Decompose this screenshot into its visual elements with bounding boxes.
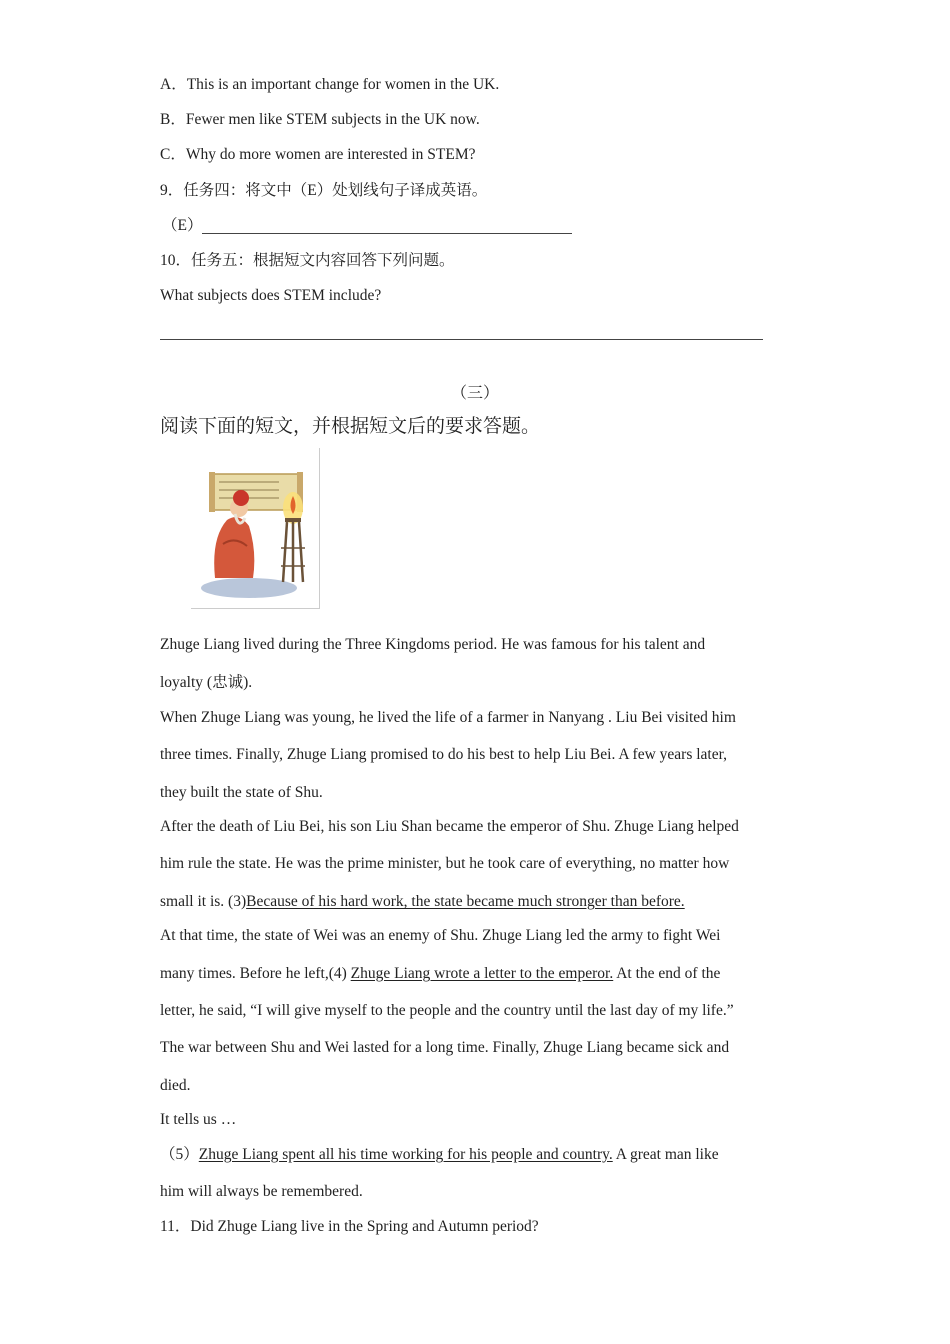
passage-line: him rule the state. He was the prime minister, but he took care of everything, no matter how [160,855,730,872]
passage-line: At that time, the state of Wei was an enemy of Shu. Zhuge Liang led the army to fight Wei [160,927,721,944]
option-b: B．Fewer men like STEM subjects in the UK now. [160,111,480,128]
passage-line: The war between Shu and Wei lasted for a long time. Finally, Zhuge Liang became sick and [160,1039,730,1056]
question-10-prompt: 10．任务五：根据短文内容回答下列问题。 [160,252,455,269]
option-c: C．Why do more women are interested in STEM? [160,146,476,163]
text-segment: small it is. (3) [160,893,247,910]
underlined-sentence-5: Zhuge Liang spent all his time working for his people and country. [198,1146,613,1163]
passage-line: him will always be remembered. [160,1183,363,1200]
passage-line: Zhuge Liang lived during the Three Kingdoms period. He was famous for his talent and [160,636,706,653]
question-9-prompt: 9．任务四：将文中（E）处划线句子译成英语。 [160,182,488,199]
passage-line: letter, he said, “I will give myself to the people and the country until the last day of my life.” [160,1002,734,1019]
passage-line: It tells us … [160,1111,237,1128]
underlined-sentence-4: Zhuge Liang wrote a letter to the emperor. [350,965,614,982]
passage-line: loyalty (忠诚). [160,674,253,691]
option-a: A．This is an important change for women in the UK. [160,76,500,93]
answer-blank-10[interactable] [160,339,763,340]
text-segment: many times. Before he left,(4) [160,965,351,982]
passage-line: After the death of Liu Bei, his son Liu Shan became the emperor of Shu. Zhuge Liang helped [160,818,739,835]
question-11-prompt: 11．Did Zhuge Liang live in the Spring and Autumn period? [160,1218,539,1235]
text-segment: A great man like [612,1146,719,1163]
reading-instruction: 阅读下面的短文，并根据短文后的要求答题。 [160,416,541,437]
text-segment: （5） [160,1146,199,1163]
answer-blank-e[interactable] [202,233,572,234]
passage-line: When Zhuge Liang was young, he lived the life of a farmer in Nanyang . Liu Bei visited him [160,709,736,726]
section-heading: （三） [450,385,499,402]
passage-line [160,892,685,912]
question-9-label: （E） [162,217,203,234]
text-segment: At the end of the [613,965,721,982]
passage-line: three times. Finally, Zhuge Liang promised to do his best to help Liu Bei. A few years later, [160,746,728,763]
passage-line: they built the state of Shu. [160,784,323,801]
underlined-sentence-3: Because of his hard work, the state became much stronger than before. [246,893,685,910]
passage-line: died. [160,1077,191,1094]
zhuge-liang-illustration [191,448,320,609]
passage-line [160,1145,719,1165]
question-10-text: What subjects does STEM include? [160,287,382,304]
passage-line [160,964,720,984]
